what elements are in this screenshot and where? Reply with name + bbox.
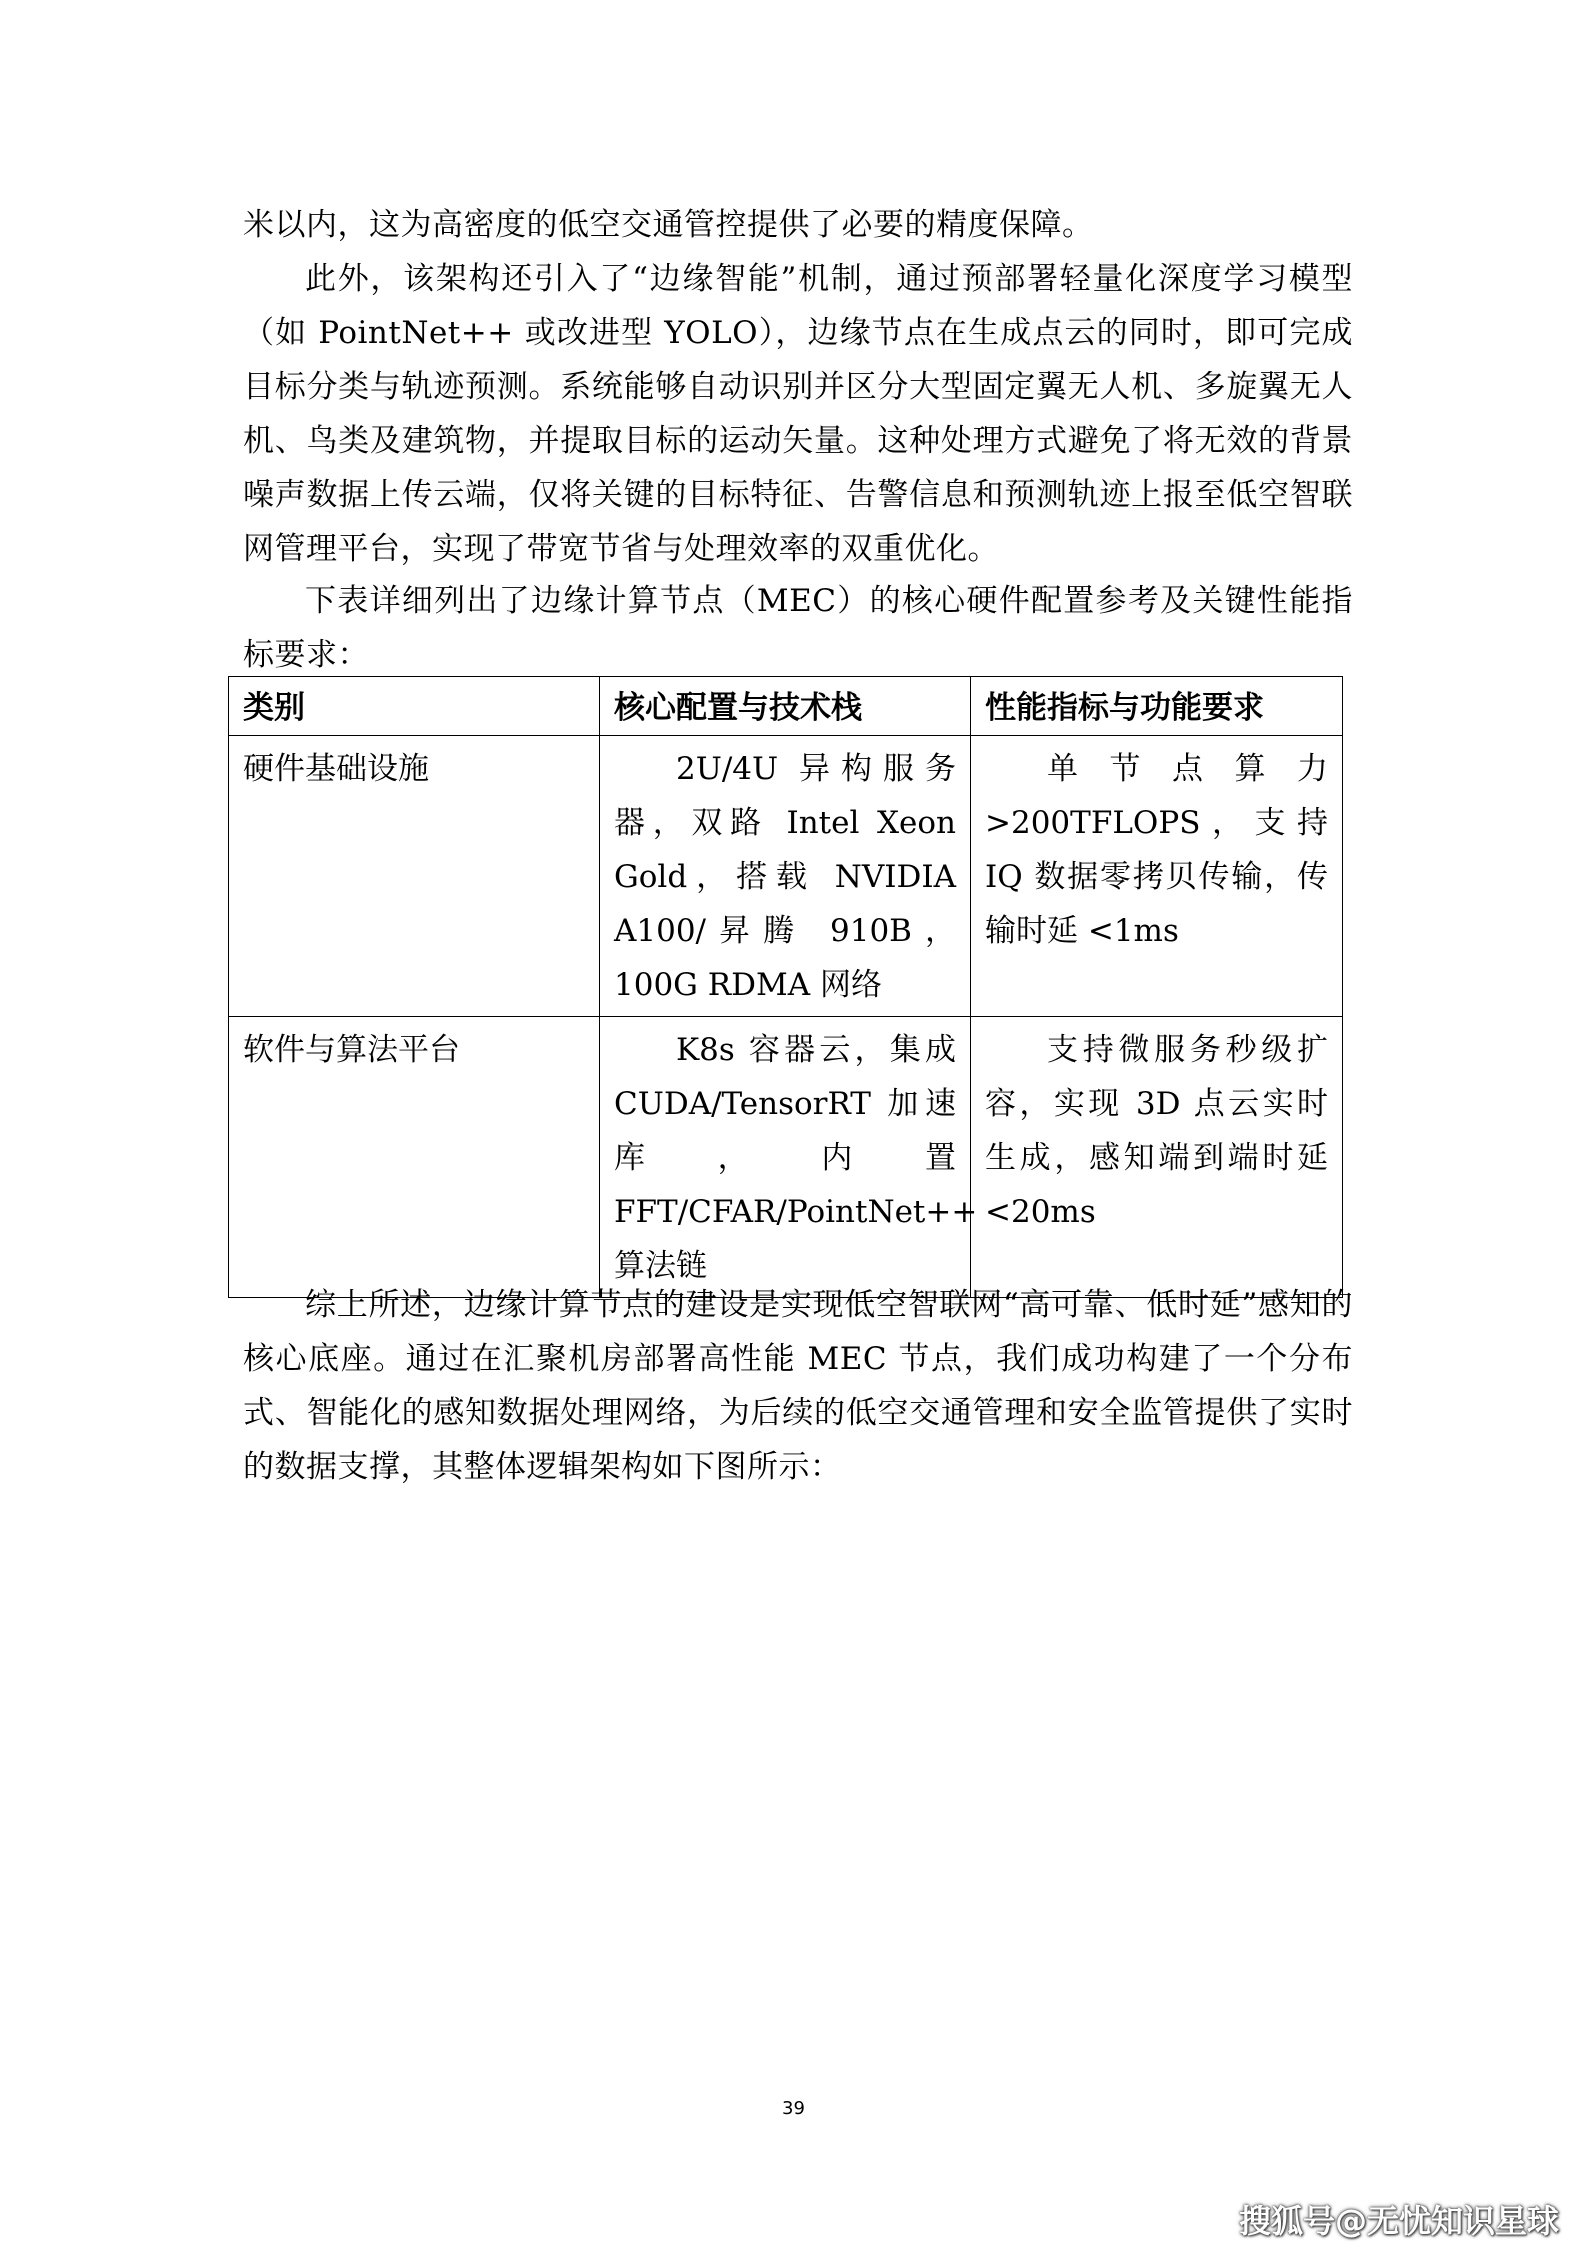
row-category: 软件与算法平台 <box>229 1017 600 1298</box>
row-category: 硬件基础设施 <box>229 736 600 1017</box>
paragraph-summary: 综上所述，边缘计算节点的建设是实现低空智联网“高可靠、低时延”感知的核心底座。通过在汇聚机房部署高性能 MEC 节点，我们成功构建了一个分布式、智能化的感知数据处理网络，为后续的低空交通管理和安全监管提供了实时的数据支撑，其整体逻辑架构如下图所示： <box>243 1287 1353 1485</box>
table-row <box>229 736 1343 1017</box>
header-performance: 性能指标与功能要求 <box>971 677 1343 736</box>
page-number: 39 <box>782 2098 805 2119</box>
row-config: 2U/4U 异构服务器，双路 Intel Xeon Gold，搭载 NVIDIA A100/昇腾 910B，100G RDMA 网络 <box>600 736 971 1017</box>
watermark: 搜狐号@无忧知识星球 <box>1238 2202 1559 2240</box>
row-performance: 支持微服务秒级扩容，实现 3D 点云实时生成，感知端到端时延 <20ms <box>971 1017 1343 1298</box>
header-category: 类别 <box>229 677 600 736</box>
paragraph-table-intro: 下表详细列出了边缘计算节点（MEC）的核心硬件配置参考及关键性能指标要求： <box>243 583 1353 673</box>
paragraph-edge-intelligence: 此外，该架构还引入了“边缘智能”机制，通过预部署轻量化深度学习模型（如 PointNet++ 或改进型 YOLO），边缘节点在生成点云的同时，即可完成目标分类与轨迹预测。系统能够自动识别并区分大型固定翼无人机、多旋翼无人机、鸟类及建筑物，并提取目标的运动矢量。这种处理方式避免了将无效的背景噪声数据上传云端，仅将关键的目标特征、告警信息和预测轨迹上报至低空智联网管理平台，实现了带宽节省与处理效率的双重优化。 <box>243 261 1353 567</box>
table-header-row <box>229 677 1343 736</box>
mec-spec-table <box>228 676 1343 1298</box>
row-config: K8s 容器云，集成 CUDA/TensorRT 加速库，内置 FFT/CFAR/PointNet++ 算法链 <box>600 1017 971 1298</box>
table-row <box>229 1017 1343 1298</box>
paragraph-continuation: 米以内，这为高密度的低空交通管控提供了必要的精度保障。 <box>243 207 1094 243</box>
header-config: 核心配置与技术栈 <box>600 677 971 736</box>
row-performance: 单节点算力 >200TFLOPS，支持 IQ 数据零拷贝传输，传输时延 <1ms <box>971 736 1343 1017</box>
